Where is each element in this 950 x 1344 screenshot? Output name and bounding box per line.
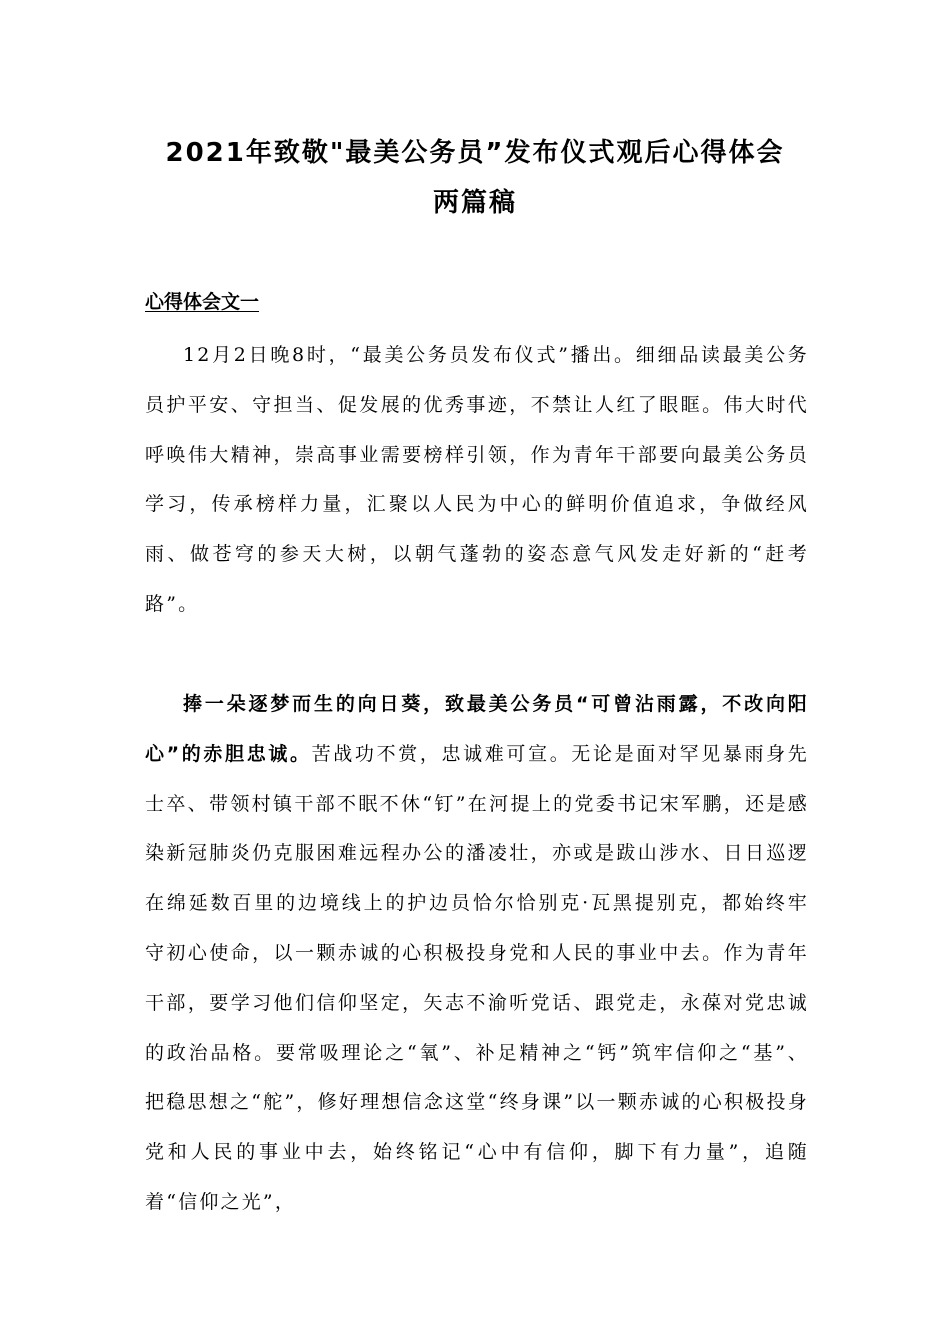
section-heading: 心得体会文一 [145,291,260,313]
body-paragraph-1: 12月2日晚8时，“最美公务员发布仪式”播出。细细品读最美公务员护平安、守担当、促发展的优秀事迹，不禁让人红了眼眶。伟大时代呼唤伟大精神，崇高事业需要榜样引领，作为青年干部要向最美公务员学习，传承榜样力量，汇聚以人民为中心的鲜明价值追求，争做经风雨、做苍穹的参天大树，以朝气蓬勃的姿态意气风发走好新的“赶考路”。 [145,344,809,615]
paragraph-lead-sentence: 捧一朵逐梦而生的向日葵，致最美公务员“可曾沾雨露，不改向阳心”的赤胆忠诚。 [145,693,809,765]
paragraph-body-text: 苦战功不赏，忠诚难可宣。无论是面对罕见暴雨身先士卒、带领村镇干部不眠不休“钉”在河提上的党委书记宋军鹏，还是感染新冠肺炎仍克服困难远程办公的潘凌壮，亦或是跋山涉水、日日巡逻在绵延数百里的边境线上的护边员恰尔恰别克·瓦黑提别克，都始终牢守初心使命，以一颗赤诚的心积极投身党和人民的事业中去。作为青年干部，要学习他们信仰坚定，矢志不渝听党话、跟党走，永葆对党忠诚的政治品格。要常吸理论之“氧”、补足精神之“钙”筑牢信仰之“基”、把稳思想之“舵”，修好理想信念这堂“终身课”以一颗赤诚的心积极投身党和人民的事业中去，始终铭记“心中有信仰，脚下有力量”，追随着“信仰之光”， [145,742,809,1213]
body-paragraph-2 [145,680,809,1228]
document-title-line1: 2021年致敬"最美公务员”发布仪式观后心得体会 [165,138,785,168]
document-title-line2: 两篇稿 [432,188,517,218]
